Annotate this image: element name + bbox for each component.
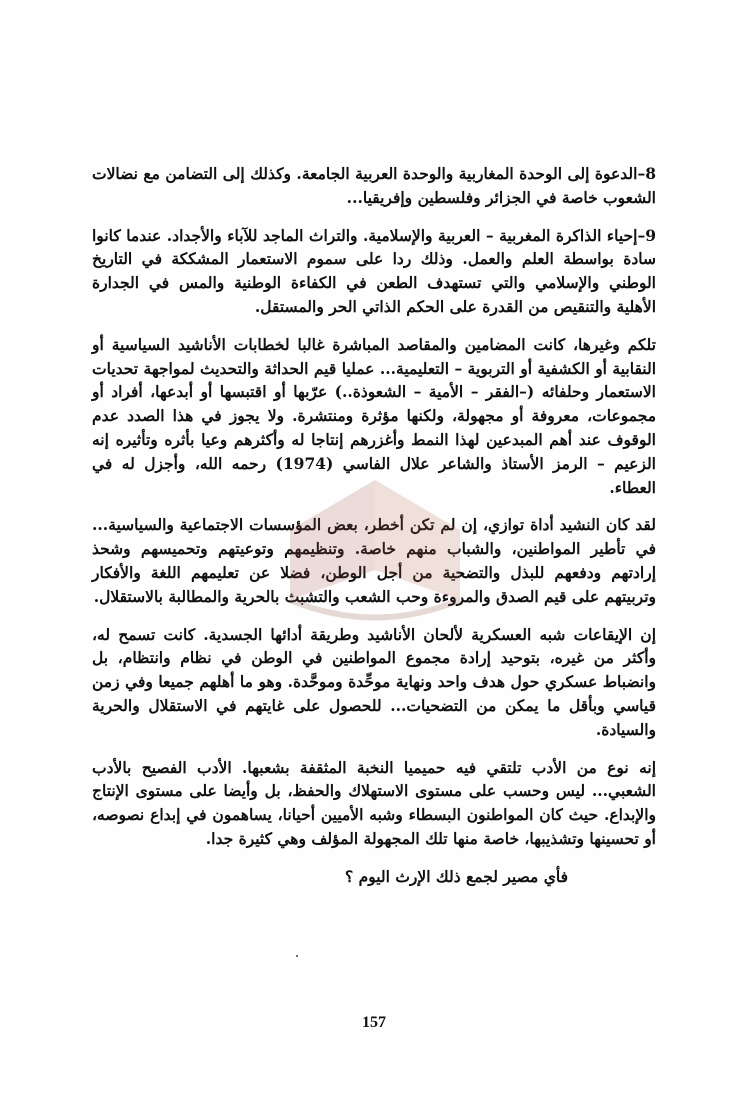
paragraph-5: إن الإيقاعات شبه العسكرية لألحان الأناشيد وطريقة أدائها الجسدية. كانت تسمح له، وأكثر من غيره، بتوحيد إرادة مجموع المواطنين في الوطن في نظام وانتظام، بل وانضباط عسكري حول هدف واحد ونهاية موحِّدة وموحَّدة. وهو ما أهلهم جميعا وفي زمن قياسي وبأقل ما يمكن من التضحيات... للحصول على غايتهم في الاستقلال والحرية والسيادة. — [92, 624, 656, 739]
paragraph-1: 8–الدعوة إلى الوحدة المغاربية والوحدة العربية الجامعة. وكذلك إلى التضامن مع نضالات الشعوب خاصة في الجزائر وفلسطين وإفريقيا... — [92, 164, 656, 207]
page-number: 157 — [362, 1014, 386, 1031]
paragraph-4: لقد كان النشيد أداة توازي، إن لم تكن أخطر، بعض المؤسسات الاجتماعية والسياسية... في تأطير المواطنين، والشباب منهم خاصة. وتنظيمهم وتوعيتهم وتحميسهم وشحذ إرادتهم ودفعهم للبذل والتضحية من أجل الوطن، فضلا عن تعليمهم اللغة والأفكار وتربيتهم على قيم الصدق والمروءة وحب الشعب والتشبث بالحرية والمطالبة بالاستقلال. — [92, 515, 656, 606]
paragraph-6: إنه نوع من الأدب تلتقي فيه حميميا النخبة المثقفة بشعبها. الأدب الفصيح بالأدب الشعبي... ليس وحسب على مستوى الاستهلاك والحفظ، بل وأيضا على مستوى الإنتاج والإبداع. حيث كان المواطنون البسطاء وشبه الأميين أحيانا، يساهمون في إبداع نصوصه، أو تحسينها وتشذيبها، خاصة منها تلك المجهولة المؤلف وهي كثيرة جدا. — [92, 757, 656, 848]
paragraph-2: 9–إحياء الذاكرة المغربية – العربية والإسلامية. والتراث الماجد للآباء والأجداد. عندما كانوا سادة بواسطة العلم والعمل. وذلك ردا على سموم الاستعمار المشككة في التاريخ الوطني والإسلامي والتي تستهدف الطعن في الكفاءة الوطنية والمس في الجدارة الأهلية والتنقيص من القدرة على الحكم الذاتي الحر والمستقل. — [92, 225, 656, 316]
ink-dot — [296, 955, 298, 957]
closing-question: فأي مصير لجمع ذلك الإرث اليوم ؟ — [344, 866, 568, 886]
paragraph-3: تلكم وغيرها، كانت المضامين والمقاصد المباشرة غالبا لخطابات الأناشيد السياسية أو النقابية أو الكشفية أو التربوية – التعليمية... عمليا قيم الحداثة والتحديث لمواجهة تحديات الاستعمار وحلفائه (–الفقر – الأمية – الشعوذة..) عرّبها أو اقتبسها أو أبدعها، أفراد أو مجموعات، معروفة أو مجهولة، ولكنها مؤثرة ومنتشرة. ولا يجوز في هذا الصدد عدم الوقوف عند أهم المبدعين لهذا النمط وأغزرهم إنتاجا له وأكثرهم وعيا بأثره وتأثيره إنه الزعيم – الرمز الأستاذ والشاعر علال الفاسي (1974) رحمه الله، وأجزل له في العطاء. — [92, 334, 656, 497]
